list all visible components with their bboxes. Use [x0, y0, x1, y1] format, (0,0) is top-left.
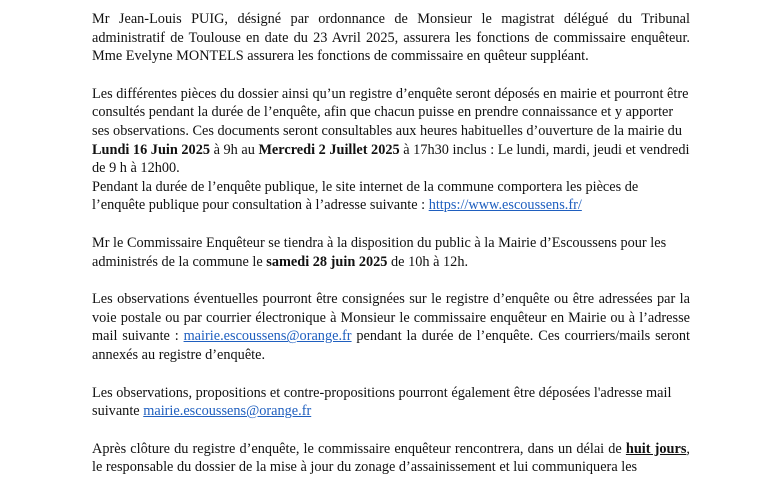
- paragraph-text: de 10h à 12h.: [387, 253, 469, 270]
- paragraph-text: Après clôture du registre d’enquête, le commissaire enquêteur rencontrera, dans un délai de: [92, 440, 626, 457]
- paragraph-text: Mr le Commissaire Enquêteur se tiendra à la disposition du public à la Mairie d’Escoussens pour les administrés de la commune le: [92, 234, 667, 270]
- paragraph-text: à 9h au: [210, 141, 259, 158]
- paragraph-consultation: [92, 85, 690, 215]
- email-link[interactable]: mairie.escoussens@orange.fr: [143, 403, 312, 420]
- paragraph-text: Mr Jean-Louis PUIG, désigné par ordonnance de Monsieur le magistrat délégué du Tribunal administratif de Toulouse en date du 23 Avril 2025, assurera les fonctions de commissaire enquêteur. Mme Evelyne MONTELS assurera les fonctions de commissaire en quêteur suppléant.: [92, 11, 690, 65]
- paragraph-text: à 17h30 inclus : Le lundi, mardi, jeudi et vendredi de 9 h à 12h00.: [92, 141, 690, 177]
- paragraph-permanence: [92, 234, 690, 271]
- paragraph-text: , le responsable du dossier de la mise à jour du zonage d’assainissement et lui communiquera les: [92, 440, 690, 476]
- paragraph-commissaire: [92, 10, 690, 66]
- paragraph-observations: [92, 290, 690, 364]
- paragraph-cloture: [92, 440, 690, 477]
- website-link[interactable]: https://www.escoussens.fr/: [428, 197, 582, 214]
- document-body: [92, 10, 690, 477]
- paragraph-text: Les observations, propositions et contre-propositions pourront également être déposées l'adresse mail suivante: [92, 384, 672, 420]
- paragraph-text: Les différentes pièces du dossier ainsi qu’un registre d’enquête seront déposés en mairie et pourront être consultés pendant la durée de l’enquête, afin que chacun puisse en prendre connaissance et y apporter ses observations. Ces documents seront consultables aux heures habituelles d’ouverture de la mairie du: [92, 85, 689, 139]
- paragraph-propositions: [92, 384, 690, 421]
- paragraph-text: pendant la durée de l’enquête. Ces courriers/mails seront annexés au registre d’enquête.: [92, 328, 691, 363]
- start-date: Lundi 16 Juin 2025: [92, 141, 210, 158]
- email-link[interactable]: mairie.escoussens@orange.fr: [183, 328, 352, 345]
- paragraph-text: Les observations éventuelles pourront être consignées sur le registre d’enquête ou être adressées par la voie postale ou par courrier électronique à Monsieur le commissaire enquêteur en Mairie ou à l’adresse mail suivante :: [92, 291, 690, 345]
- end-date: Mercredi 2 Juillet 2025: [258, 141, 400, 158]
- delay-days: huit jours: [625, 440, 687, 457]
- permanence-date: samedi 28 juin 2025: [266, 253, 388, 270]
- paragraph-text: Pendant la durée de l’enquête publique, le site internet de la commune comportera les pièces de l’enquête publique pour consultation à l’adresse suivante :: [92, 178, 639, 214]
